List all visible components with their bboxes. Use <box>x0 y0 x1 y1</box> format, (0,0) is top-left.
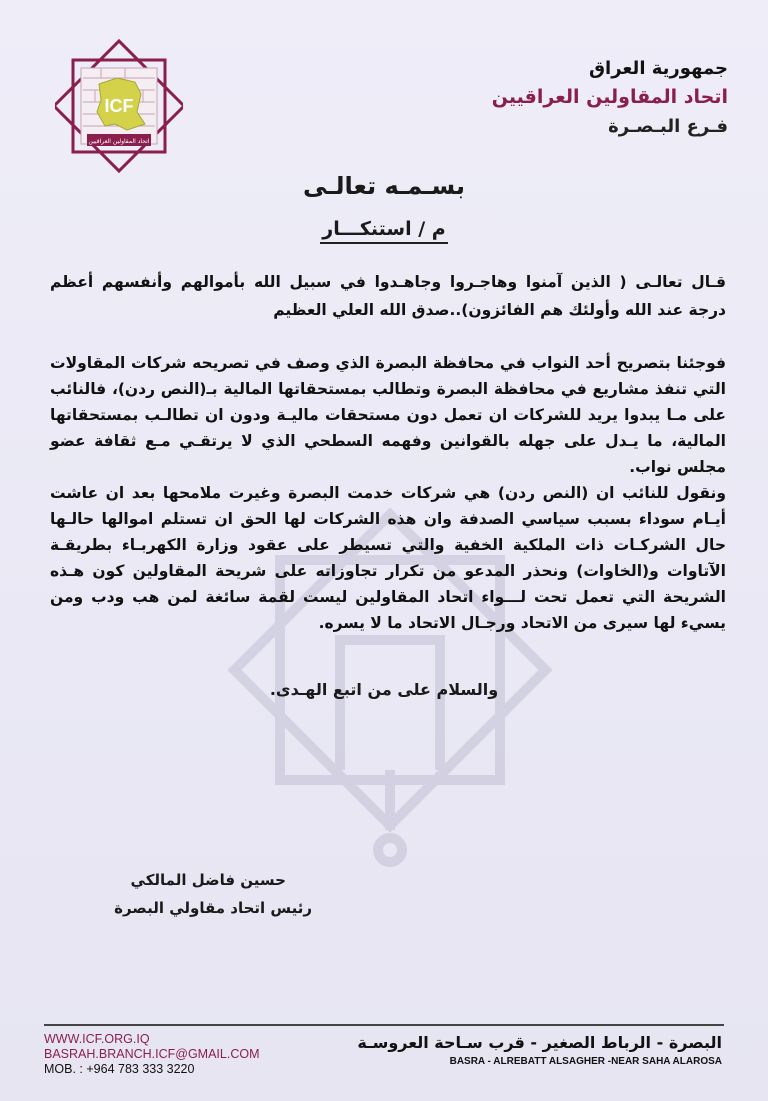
icf-logo <box>55 38 183 174</box>
letterhead <box>408 56 728 142</box>
basmala-heading: بسـمـه تعالـى <box>303 172 465 200</box>
footer-website[interactable]: WWW.ICF.ORG.IQ <box>44 1032 150 1046</box>
subject-text: م / استنكـــار <box>320 218 447 244</box>
subject-heading <box>0 218 768 240</box>
union-name: اتحاد المقاولين العراقيين <box>491 86 728 108</box>
signatory-title: رئيس اتحاد مقاولي البصرة <box>114 899 312 917</box>
paragraph-1: فوجئنا بتصريح أحد النواب في محافظة البصرة الذي وصف في تصريحه شركات المقاولات التي تنفذ مشاريع في محافظة البصرة وتطالب بمستحقاتها المالية بـ(النص ردن)، فالنائب على مـا يبدوا يريد للشركات ان تعمل دون مستحقات ماليـة ودون ان تطالـب بمستحقاتها المالية، ما يـدل على جهله بالقوانين وفهمه السطحي الذي لا يرتقـي مـع ثقافة عضو مجلس نواب. <box>50 354 726 476</box>
letter-body <box>50 350 726 636</box>
country-name: جمهورية العراق <box>588 58 728 79</box>
paragraph-2: ونقول للنائب ان (النص ردن) هي شركات خدمت البصرة وغيرت ملامحها بعد ان عاشت أيـام سوداء بسبب سياسي الصدفة وان هذه الشركات لها الحق ان تستلم اموالها حالـها حال الشركـات ذات الملكية الخفية والتي تسيطر على عقود وزارة الكهربـاء بطريقـة الآتاوات و(الخاوات) ونحذر المدعو من تكرار تجاوزاته على شريحة المقاولين كون هـذه الشريحة التي تعمل تحت لـــواء اتحاد المقاولين ليست لقمة سائغة لمن هب ودب ومن يسيء لها سيرى من الاتحاد ورجـال الاتحاد ما لا يسره. <box>50 484 726 632</box>
address-english: BASRA - ALREBATT ALSAGHER -NEAR SAHA ALAROSA <box>449 1056 722 1067</box>
footer-divider <box>44 1024 724 1026</box>
signature-block <box>52 866 312 922</box>
footer-mobile: MOB. : +964 783 333 3220 <box>44 1062 195 1076</box>
quran-verse: قـال تعالـى ( الذين آمنوا وهاجـروا وجاهـدوا في سبيل الله بأموالهم وأنفسهم أعظم درجة عند الله وأولئك هم الفائزون)..صدق الله العلي العظيم <box>50 273 726 319</box>
logo-text: ICF <box>104 96 134 116</box>
address-arabic: البصرة - الرباط الصغير - قرب سـاحة العروسـة <box>357 1033 722 1052</box>
footer-address <box>357 1032 722 1070</box>
footer-contacts <box>44 1032 260 1077</box>
footer-email[interactable]: BASRAH.BRANCH.ICF@GMAIL.COM <box>44 1047 260 1061</box>
signatory-name: حسين فاضل المالكي <box>130 871 286 889</box>
logo-caption: اتحاد المقاولين العراقيين <box>88 138 150 145</box>
closing-line: والسلام على من اتبع الهـدى. <box>269 680 499 699</box>
branch-name: فـرع البـصـرة <box>608 116 728 137</box>
